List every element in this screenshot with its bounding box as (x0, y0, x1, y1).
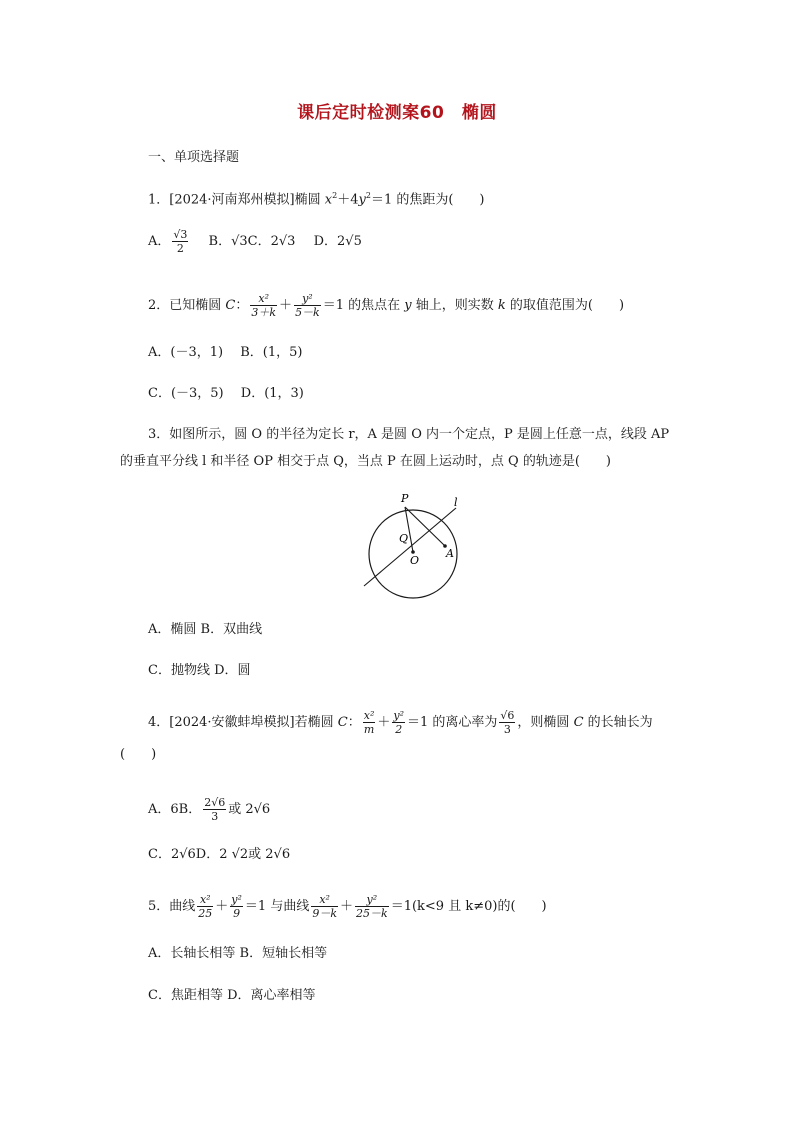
q1-option-a-fraction (172, 228, 188, 255)
q2-stem-a: 2．已知椭圆 (148, 298, 226, 313)
q5-options-cd: C．焦距相等 D．离心率相等 (148, 988, 316, 1003)
q5-f4-num: y² (355, 893, 389, 907)
question-4-stem (148, 709, 653, 736)
q5-stem-b: ＝1 与曲线 (244, 899, 310, 914)
q1-option-b-label: B． (208, 234, 232, 249)
q1-stem-a: 1．[2024·河南郑州模拟]椭圆 (148, 192, 325, 208)
q4-stem-line-2: ( ) (120, 747, 157, 762)
q2-f1-num: x² (250, 292, 277, 306)
q4-f2-den: 2 (395, 723, 403, 736)
q4-plus: ＋ (377, 715, 391, 730)
q4-option-b-fraction (203, 796, 226, 823)
q3-stem-line-1: 3．如图所示，圆 O 的半径为定长 r，A 是圆 O 内一个定点，P 是圆上任意一点，线段 AP (148, 427, 670, 442)
q1-stem-g: ＝1 的焦距为( ) (370, 192, 485, 208)
q5-stem-c: ＝1(k<9 且 k≠0)的( ) (390, 899, 547, 914)
q4-c2: C (573, 715, 584, 730)
q2-stem-d: 的取值范围为( ) (505, 298, 625, 313)
label-p: P (401, 492, 409, 505)
q2-f2-den: 5－k (295, 306, 320, 319)
q2-stem-b: ＝1 的焦点在 (322, 298, 405, 313)
q5-f1-num: x² (197, 893, 213, 907)
q3-options-cd: C．抛物线 D．圆 (148, 663, 251, 678)
q4-e-den: 3 (503, 723, 511, 736)
q4-fraction-2 (392, 709, 405, 736)
q1-y: y (358, 192, 366, 208)
q4-options-ab (148, 796, 270, 823)
q1-a-den: 2 (176, 242, 184, 255)
question-2-stem (148, 292, 624, 319)
q2-f2-num: y² (294, 292, 321, 306)
q5-fraction-3 (311, 893, 338, 920)
q2-stem-c: 轴上，则实数 (411, 298, 498, 313)
q1-option-c-value: √3 (278, 234, 296, 249)
q5-plus: ＋ (215, 899, 229, 914)
q2-y: y (404, 298, 412, 313)
question-1-stem (148, 186, 485, 210)
q2-f1-den: 3＋k (251, 306, 277, 319)
section-heading: 一、单项选择题 (148, 150, 240, 165)
label-a: A (446, 547, 454, 560)
q1-option-b-value: √3 (231, 234, 248, 249)
q2-options-cd: C．(－3，5) D．(1，3) (148, 386, 304, 401)
q5-fraction-1 (197, 893, 213, 920)
q4-options-cd: C．2√6D．2 √2或 2√6 (148, 847, 291, 862)
q1-x: x (324, 192, 333, 208)
q1-option-d-value: √5 (345, 234, 362, 249)
q5-plus-2: ＋ (340, 899, 354, 914)
q1-stem-d: ＋4 (337, 192, 359, 208)
q4-stem-b: ＝1 的离心率为 (407, 715, 498, 730)
label-q: Q (399, 532, 409, 545)
q5-fraction-2 (230, 893, 243, 920)
q2-k: k (497, 298, 506, 313)
q1-option-c-label: C．2 (247, 234, 279, 249)
q1-exp1: 2 (332, 191, 338, 200)
q4-b-num: 2√6 (204, 796, 226, 809)
q4-f1-num: x² (363, 709, 375, 722)
q2-c: C (225, 298, 236, 313)
q5-f2-num: y² (231, 893, 242, 906)
q2-options-ab: A．(－3，1) B．(1，5) (148, 345, 303, 360)
q4-stem-d: 的长轴长为 (583, 715, 653, 730)
q4-e-num: √6 (500, 709, 515, 722)
q1-exp2: 2 (365, 191, 371, 200)
page-title: 课后定时检测案60 椭圆 (297, 103, 497, 123)
q1-option-a-label: A． (148, 234, 171, 249)
q4-fraction-1 (363, 709, 376, 736)
q4-stem-c: ，则椭圆 (517, 715, 574, 730)
q4-f1-den: m (363, 723, 375, 736)
label-l: l (454, 496, 458, 509)
q3-options-ab: A．椭圆 B．双曲线 (148, 622, 263, 637)
q5-f1-den: 25 (198, 907, 213, 920)
q5-f3-num: x² (311, 893, 338, 907)
q4-b-den: 3 (211, 810, 219, 823)
q4-option-b-rest: 或 2√6 (228, 802, 271, 817)
q4-stem-a: 4．[2024·安徽蚌埠模拟]若椭圆 (148, 715, 338, 730)
q5-stem-a: 5．曲线 (148, 899, 196, 914)
q3-stem-line-2: 的垂直平分线 l 和半径 OP 相交于点 Q，当点 P 在圆上运动时，点 Q 的轨迹是( ) (120, 454, 611, 469)
q2-fraction-1 (250, 292, 277, 319)
q2-colon: ： (235, 298, 249, 313)
q1-option-d-label: D．2 (313, 234, 346, 249)
q4-colon: ： (347, 715, 361, 730)
q2-fraction-2 (294, 292, 321, 319)
label-o: O (410, 554, 420, 567)
q5-f3-den: 9－k (312, 907, 337, 920)
q4-c: C (337, 715, 348, 730)
q4-f2-num: y² (393, 709, 404, 722)
q5-f2-den: 9 (233, 907, 241, 920)
q4-option-ab-label: A．6B． (148, 802, 202, 817)
q4-eccentricity-fraction (499, 709, 515, 736)
circle-figure (360, 490, 470, 600)
q5-fraction-4 (355, 893, 389, 920)
q5-options-ab: A．长轴长相等 B．短轴长相等 (148, 946, 328, 961)
perpendicular-bisector-l (364, 508, 456, 586)
question-5-stem (148, 893, 547, 920)
q1-a-num: √3 (173, 228, 188, 241)
q5-f4-den: 25－k (356, 907, 388, 920)
q2-plus: ＋ (279, 298, 293, 313)
question-1-options (148, 228, 362, 255)
